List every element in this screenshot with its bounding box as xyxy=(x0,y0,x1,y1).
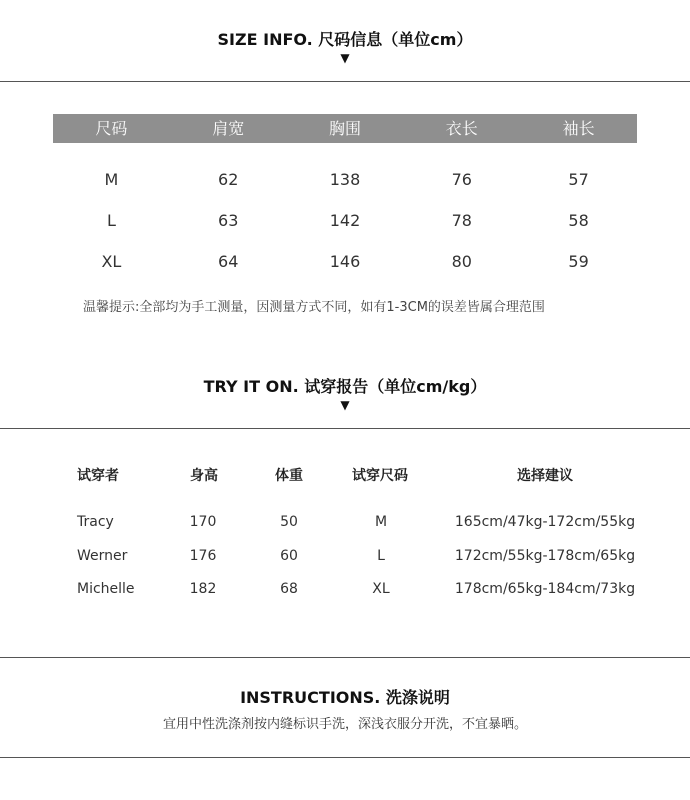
instructions-text: 宜用中性洗涤剂按内缝标识手洗，深浅衣服分开洗，不宜暴晒。 xyxy=(162,717,527,732)
try-cell-height: 176 xyxy=(189,548,217,564)
try-on-divider xyxy=(0,428,690,429)
size-header-length: 衣长 xyxy=(445,119,478,138)
try-cell-height: 182 xyxy=(189,581,217,597)
try-header-tester: 试穿者 xyxy=(77,468,119,484)
size-header-sleeve: 袖长 xyxy=(562,119,595,138)
size-header-shoulder: 肩宽 xyxy=(212,119,245,138)
try-header-height: 身高 xyxy=(190,468,218,484)
size-cell: 146 xyxy=(329,252,361,271)
measurement-note: 温馨提示:全部均为手工测量，因测量方式不同，如有1-3CM的误差皆属合理范围 xyxy=(83,300,545,315)
size-cell: M xyxy=(104,170,119,189)
try-cell-suggestion: 165cm/47kg-172cm/55kg xyxy=(454,514,636,530)
size-table-row xyxy=(53,168,637,192)
size-cell: 58 xyxy=(568,211,589,230)
size-cell: 76 xyxy=(451,170,472,189)
size-cell: 78 xyxy=(451,211,472,230)
size-info-title: SIZE INFO. 尺码信息（单位cm） xyxy=(217,30,473,49)
size-header-chest: 胸围 xyxy=(328,119,361,138)
size-cell: 59 xyxy=(568,252,589,271)
try-header-size: 试穿尺码 xyxy=(352,468,408,484)
size-cell: 80 xyxy=(451,252,472,271)
try-cell-name: Werner xyxy=(77,548,128,564)
try-header-suggestion: 选择建议 xyxy=(517,468,573,484)
size-table-header xyxy=(53,114,637,143)
try-on-title: TRY IT ON. 试穿报告（单位cm/kg） xyxy=(203,377,487,396)
try-cell-weight: 50 xyxy=(280,514,298,530)
try-cell-weight: 60 xyxy=(280,548,298,564)
try-cell-height: 170 xyxy=(189,514,217,530)
size-cell: 63 xyxy=(218,211,239,230)
instructions-title: INSTRUCTIONS. 洗涤说明 xyxy=(240,688,450,707)
try-cell-size: XL xyxy=(372,581,390,597)
try-cell-name: Michelle xyxy=(77,581,135,597)
try-cell-name: Tracy xyxy=(77,514,114,530)
instructions-bottom-divider xyxy=(0,757,690,758)
size-info-divider xyxy=(0,81,690,82)
try-cell-suggestion: 178cm/65kg-184cm/73kg xyxy=(454,581,636,597)
try-cell-size: L xyxy=(377,548,385,564)
size-table-row xyxy=(53,209,637,233)
try-cell-weight: 68 xyxy=(280,581,298,597)
size-info-arrow-icon: ▼ xyxy=(340,51,350,65)
size-cell: XL xyxy=(101,252,122,271)
try-header-weight: 体重 xyxy=(275,468,303,484)
size-cell: 62 xyxy=(218,170,239,189)
try-cell-size: M xyxy=(374,514,388,530)
size-cell: L xyxy=(106,211,116,230)
size-table-row xyxy=(53,250,637,274)
try-on-arrow-icon: ▼ xyxy=(340,398,350,412)
try-cell-suggestion: 172cm/55kg-178cm/65kg xyxy=(454,548,636,564)
size-cell: 64 xyxy=(218,252,239,271)
size-header-size: 尺码 xyxy=(95,119,128,138)
size-cell: 138 xyxy=(329,170,361,189)
instructions-top-divider xyxy=(0,657,690,658)
size-cell: 57 xyxy=(568,170,589,189)
size-cell: 142 xyxy=(329,211,361,230)
